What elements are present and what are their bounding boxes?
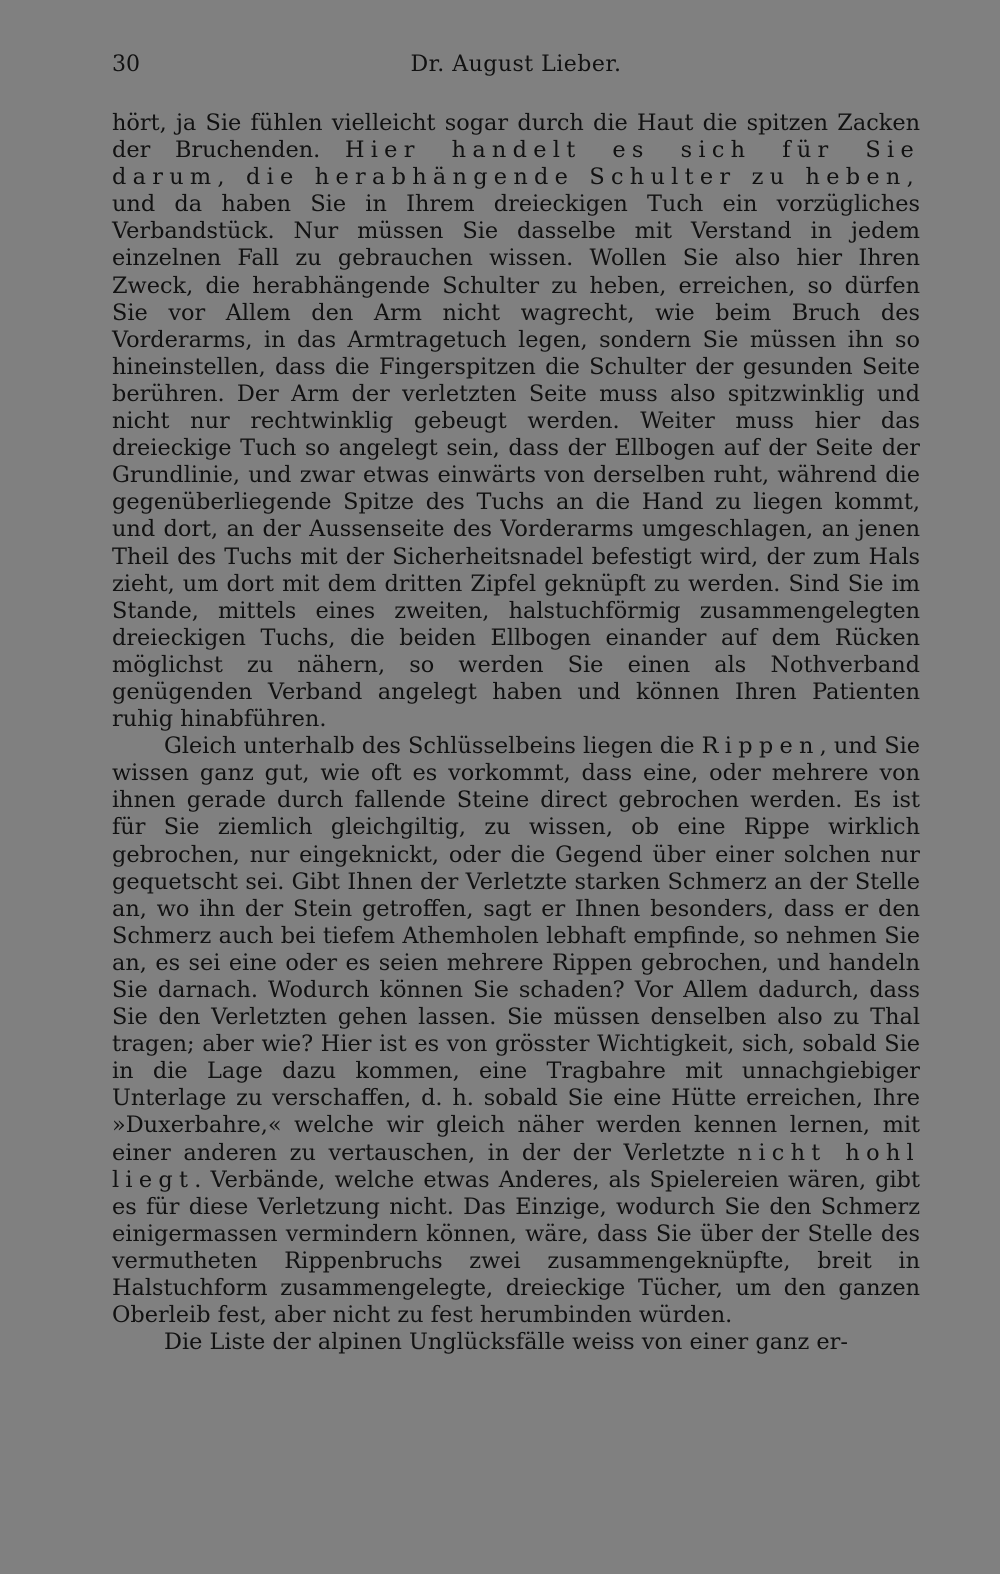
spaced-emphasis: Hier handelt es sich für Sie darum, die herabhängende Schulter zu heben, (112, 137, 920, 191)
running-title: Dr. August Lieber. (410, 52, 622, 77)
paragraph-alpine-accidents (112, 1329, 920, 1356)
spaced-emphasis: Rippen (701, 733, 820, 760)
spaced-emphasis: nicht hohl liegt (112, 1139, 920, 1193)
paragraph-ribs (112, 733, 920, 1329)
page-header (112, 52, 920, 86)
text-run: . Verbände, welche etwas Anderes, als Spielereien wären, gibt es für diese Verletzung nicht. Das Einzige, wodurch Sie den Schmerz einigermassen vermindern können, wäre, dass Sie über der Stelle des vermutheten Rippenbruchs zwei zusammengeknüpfte, breit in Halstuchform zusammengelegte, dreieckige Tücher, um den ganzen Oberleib fest, aber nicht zu fest herumbinden würden. (112, 1166, 920, 1329)
paragraph-clavicle-bandage (112, 110, 920, 733)
text-run: Die Liste der alpinen Unglücksfälle weiss von einer ganz er- (164, 1329, 848, 1356)
page-number: 30 (112, 52, 140, 77)
text-run: Gleich unterhalb des Schlüsselbeins liegen die (164, 733, 702, 760)
text-run: hört, ja Sie fühlen vielleicht sogar durch die Haut die spitzen Zacken der Bruchenden. (112, 110, 920, 164)
text-run: und da haben Sie in Ihrem dreieckigen Tuch ein vorzügliches Verbandstück. Nur müssen Sie dasselbe mit Verstand in jedem einzelnen Fall zu gebrauchen wissen. Wollen Sie also hier Ihren Zweck, die herabhängende Schulter zu heben, erreichen, so dürfen Sie vor Allem den Arm nicht wagrecht, wie beim Bruch des Vorderarms, in das Armtragetuch legen, sondern Sie müssen ihn so hineinstellen, dass die Fingerspitzen die Schulter der gesunden Seite berühren. Der Arm der verletzten Seite muss also spitzwinklig und nicht nur rechtwinklig gebeugt werden. Weiter muss hier das dreieckige Tuch so angelegt sein, dass der Ellbogen auf der Seite der Grundlinie, und zwar etwas einwärts von derselben ruht, während die gegenüberliegende Spitze des Tuchs an die Hand zu liegen kommt, und dort, an der Aussenseite des Vorderarms umgeschlagen, an jenen Theil des Tuchs mit der Sicherheitsnadel befestigt wird, der zum Hals zieht, um dort mit dem dritten Zipfel geknüpft zu werden. Sind Sie im Stande, mittels eines zweiten, halstuchförmig zusammengelegten dreieckigen Tuchs, die beiden Ellbogen einander auf dem Rücken möglichst zu nähern, so werden Sie einen als Nothverband genügenden Verband angelegt haben und können Ihren Patienten ruhig hinabführen. (112, 191, 920, 733)
text-run: , und Sie wissen ganz gut, wie oft es vorkommt, dass eine, oder mehrere von ihnen gerade durch fallende Steine direct gebrochen werden. Es ist für Sie ziemlich gleichgiltig, zu wissen, ob eine Rippe wirklich gebrochen, nur eingeknickt, oder die Gegend über einer solchen nur gequetscht sei. Gibt Ihnen der Verletzte starken Schmerz an der Stelle an, wo ihn der Stein getroffen, sagt er Ihnen besonders, dass er den Schmerz auch bei tiefem Athemholen lebhaft empfinde, so nehmen Sie an, es sei eine oder es seien mehrere Rippen gebrochen, und handeln Sie darnach. Wodurch können Sie schaden? Vor Allem dadurch, dass Sie den Verletzten gehen lassen. Sie müssen denselben also zu Thal tragen; aber wie? Hier ist es von grösster Wichtigkeit, sich, sobald Sie in die Lage dazu kommen, eine Tragbahre mit unnachgiebiger Unterlage zu verschaffen, d. h. sobald Sie eine Hütte erreichen, Ihre »Duxerbahre,« welche wir gleich näher werden kennen lernen, mit einer anderen zu vertauschen, in der der Verletzte (112, 733, 920, 1166)
body-text (112, 110, 920, 1356)
